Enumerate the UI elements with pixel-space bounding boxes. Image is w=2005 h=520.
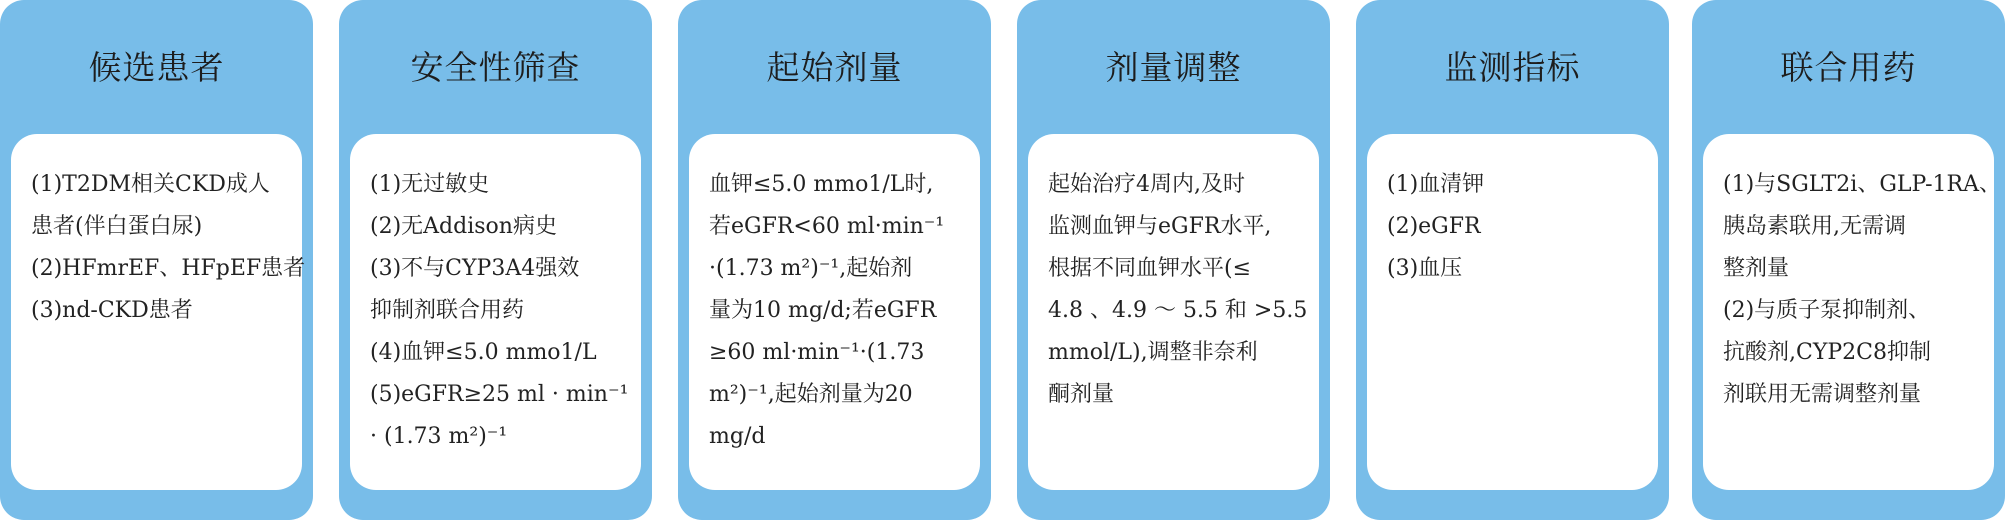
card-line: (2)无Addison病史 — [370, 214, 557, 239]
card-line: (1)与SGLT2i、GLP-1RA、 — [1723, 172, 2001, 197]
card-line: 抗酸剂,CYP2C8抑制 — [1723, 340, 1931, 365]
card-line: (3)血压 — [1387, 256, 1463, 281]
card-body — [1703, 134, 2001, 490]
card-line: (4)血钾≤5.0 mmo1/L — [370, 340, 597, 365]
step-card-safety-screening — [339, 0, 652, 520]
card-title: 安全性筛查 — [410, 48, 581, 87]
step-card-monitoring — [1356, 0, 1669, 520]
card-line: 整剂量 — [1723, 256, 1790, 281]
card-line: (2)HFmrEF、HFpEF患者 — [31, 256, 306, 281]
step-card-dose-adjustment — [1017, 0, 1330, 520]
card-body — [350, 134, 641, 490]
card-line: 酮剂量 — [1048, 382, 1115, 407]
card-line: 抑制剂联合用药 — [370, 298, 525, 323]
card-title: 监测指标 — [1444, 48, 1581, 87]
card-line: (2)eGFR — [1387, 214, 1481, 239]
card-line: mmol/L),调整非奈利 — [1048, 340, 1258, 365]
card-line: (1)血清钾 — [1387, 172, 1485, 197]
card-line: ≥60 ml·min⁻¹·(1.73 — [709, 340, 925, 365]
card-title: 联合用药 — [1780, 48, 1917, 87]
card-line: ·(1.73 m²)⁻¹,起始剂 — [709, 256, 913, 281]
card-body — [1367, 134, 1658, 490]
card-line: (3)不与CYP3A4强效 — [370, 256, 580, 281]
step-card-starting-dose — [678, 0, 991, 520]
card-line: mg/d — [709, 424, 766, 449]
card-line: (3)nd-CKD患者 — [31, 298, 193, 323]
card-line: 若eGFR<60 ml·min⁻¹ — [709, 214, 945, 239]
step-card-candidates — [0, 0, 313, 520]
card-line: (1)T2DM相关CKD成人 — [31, 172, 270, 197]
card-body — [1028, 134, 1319, 490]
card-line: 胰岛素联用,无需调 — [1723, 214, 1906, 239]
card-line: (5)eGFR≥25 ml · min⁻¹ — [370, 382, 629, 407]
card-line: 剂联用无需调整剂量 — [1723, 382, 1922, 407]
card-title: 起始剂量 — [766, 48, 903, 87]
card-line: 患者(伴白蛋白尿) — [31, 214, 203, 239]
card-line: 监测血钾与eGFR水平, — [1048, 214, 1272, 239]
card-body — [689, 134, 980, 490]
card-title: 候选患者 — [88, 48, 225, 87]
card-line: 4.8 、4.9 ～ 5.5 和 >5.5 — [1048, 298, 1308, 323]
card-line: 量为10 mg/d;若eGFR — [709, 298, 937, 323]
card-line: · (1.73 m²)⁻¹ — [370, 424, 508, 449]
card-line: 根据不同血钾水平(≤ — [1048, 256, 1252, 281]
card-line: m²)⁻¹,起始剂量为20 — [709, 382, 913, 407]
card-body — [11, 134, 306, 490]
card-line: (2)与质子泵抑制剂、 — [1723, 298, 1931, 323]
card-line: 起始治疗4周内,及时 — [1048, 172, 1245, 197]
step-card-combination — [1692, 0, 2005, 520]
card-title: 剂量调整 — [1105, 48, 1242, 87]
card-line: (1)无过敏史 — [370, 172, 490, 197]
card-line: 血钾≤5.0 mmo1/L时, — [709, 172, 934, 197]
